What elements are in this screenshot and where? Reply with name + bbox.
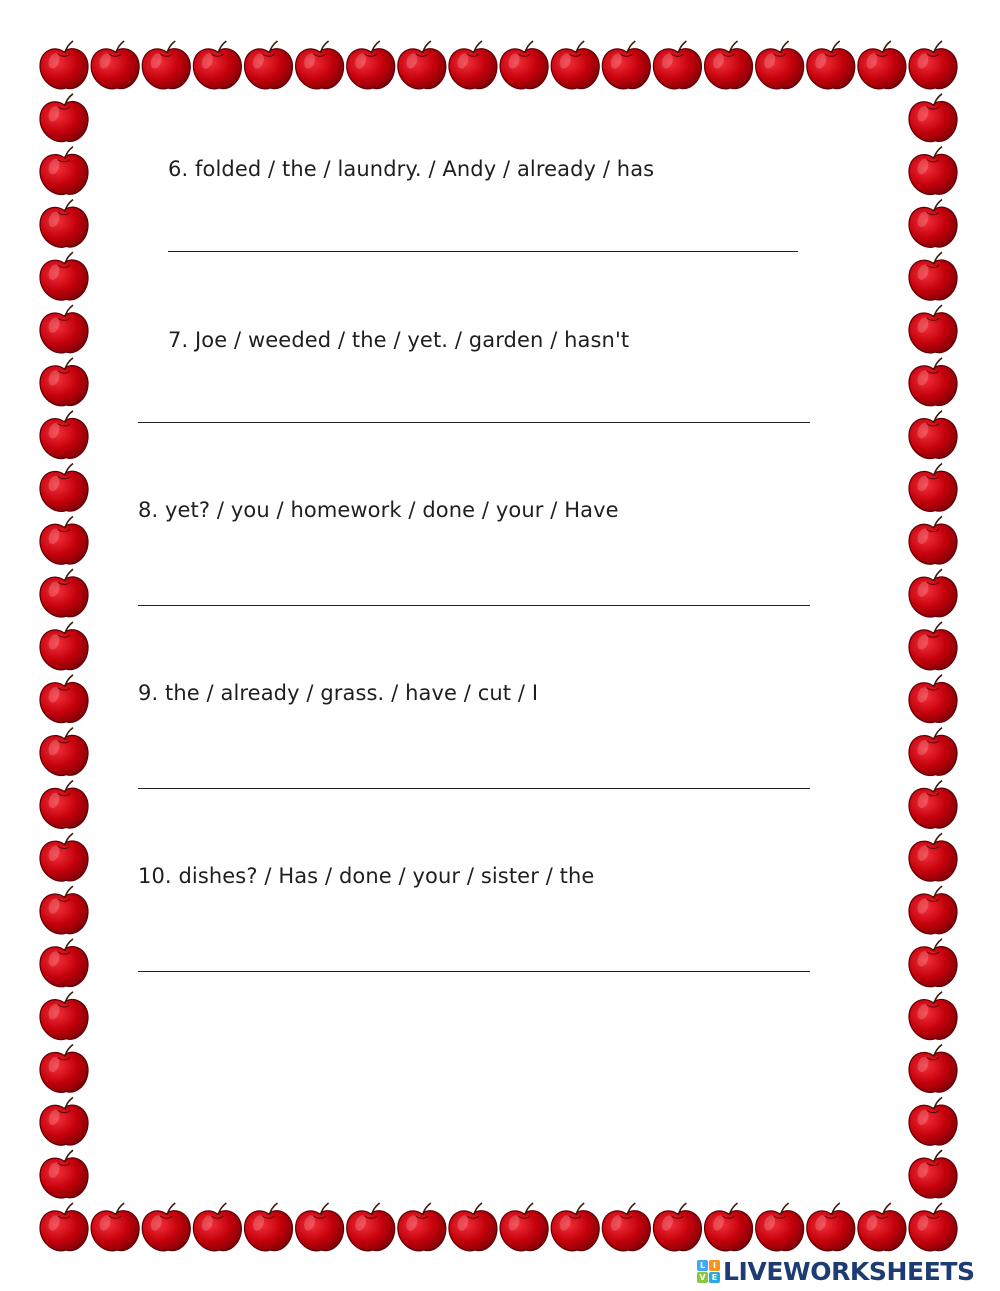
- apple-icon: [909, 728, 957, 776]
- apple-icon: [909, 939, 957, 987]
- apple-icon: [40, 1045, 88, 1093]
- apple-icon: [40, 94, 88, 142]
- logo-mark-letter: I: [709, 1260, 720, 1271]
- apple-icon: [909, 147, 957, 195]
- apple-icon: [40, 622, 88, 670]
- apple-icon: [296, 41, 344, 89]
- apple-icon: [40, 411, 88, 459]
- apple-icon: [40, 1150, 88, 1198]
- liveworksheets-logo[interactable]: [697, 1254, 975, 1288]
- apple-icon: [449, 1203, 497, 1251]
- apple-icon: [909, 252, 957, 300]
- answer-input-8[interactable]: [138, 569, 810, 603]
- answer-line-10: [138, 971, 810, 972]
- apple-icon: [244, 1203, 292, 1251]
- logo-mark-letter: V: [697, 1272, 708, 1283]
- apple-icon: [909, 1045, 957, 1093]
- apple-icon: [296, 1203, 344, 1251]
- answer-input-10[interactable]: [138, 935, 810, 969]
- apple-icon: [551, 41, 599, 89]
- answer-input-9[interactable]: [138, 752, 810, 786]
- apple-icon: [858, 1203, 906, 1251]
- prompt-item-9: 9. the / already / grass. / have / cut / I: [138, 681, 539, 705]
- apple-icon: [602, 1203, 650, 1251]
- apple-icon: [91, 41, 139, 89]
- apple-icon: [500, 1203, 548, 1251]
- apple-icon: [602, 41, 650, 89]
- apple-icon: [909, 780, 957, 828]
- apple-icon: [40, 358, 88, 406]
- apple-icon: [347, 41, 395, 89]
- answer-line-8: [138, 605, 810, 606]
- apple-icon: [653, 1203, 701, 1251]
- apple-icon: [40, 41, 88, 89]
- apple-icon: [909, 464, 957, 512]
- apple-icon: [40, 886, 88, 934]
- apple-icon: [909, 1097, 957, 1145]
- apple-icon: [40, 252, 88, 300]
- apple-icon: [347, 1203, 395, 1251]
- answer-line-9: [138, 788, 810, 789]
- answer-line-7: [138, 422, 810, 423]
- apple-icon: [909, 675, 957, 723]
- apple-icon: [653, 41, 701, 89]
- logo-mark-letter: L: [697, 1260, 708, 1271]
- apple-icon: [40, 992, 88, 1040]
- apple-icon: [909, 411, 957, 459]
- prompt-item-10: 10. dishes? / Has / done / your / sister / the: [138, 864, 595, 888]
- answer-line-6: [168, 251, 798, 252]
- prompt-item-7: 7. Joe / weeded / the / yet. / garden / hasn't: [168, 328, 630, 352]
- apple-icon: [705, 41, 753, 89]
- apple-icon: [551, 1203, 599, 1251]
- apple-icon: [40, 728, 88, 776]
- apple-icon: [858, 41, 906, 89]
- apple-icon: [909, 305, 957, 353]
- apple-icon: [398, 1203, 446, 1251]
- apple-icon: [40, 675, 88, 723]
- apple-icon: [40, 147, 88, 195]
- apple-icon: [142, 1203, 190, 1251]
- apple-icon: [40, 516, 88, 564]
- apple-icon: [909, 516, 957, 564]
- apple-icon: [909, 622, 957, 670]
- apple-icon: [40, 1203, 88, 1251]
- apple-icon: [909, 41, 957, 89]
- apple-icon: [909, 358, 957, 406]
- answer-input-6[interactable]: [168, 215, 798, 249]
- apple-icon: [756, 1203, 804, 1251]
- apple-icon: [40, 939, 88, 987]
- apple-icon: [40, 833, 88, 881]
- prompt-item-8: 8. yet? / you / homework / done / your / Have: [138, 498, 619, 522]
- prompt-item-6: 6. folded / the / laundry. / Andy / already / has: [168, 157, 655, 181]
- apple-icon: [500, 41, 548, 89]
- apple-icon: [909, 569, 957, 617]
- apple-icon: [398, 41, 446, 89]
- apple-icon: [40, 199, 88, 247]
- apple-icon: [909, 1203, 957, 1251]
- apple-icon: [193, 41, 241, 89]
- logo-text: LIVEWORKSHEETS: [723, 1256, 975, 1286]
- apple-icon: [40, 464, 88, 512]
- apple-icon: [40, 305, 88, 353]
- apple-icon: [705, 1203, 753, 1251]
- apple-icon: [909, 1150, 957, 1198]
- apple-icon: [909, 199, 957, 247]
- apple-icon: [40, 569, 88, 617]
- apple-icon: [244, 41, 292, 89]
- apple-icon: [91, 1203, 139, 1251]
- apple-icon: [909, 833, 957, 881]
- logo-mark-icon: [697, 1260, 720, 1283]
- apple-icon: [807, 41, 855, 89]
- logo-mark-letter: E: [709, 1272, 720, 1283]
- apple-icon: [909, 886, 957, 934]
- answer-input-7[interactable]: [138, 386, 810, 420]
- apple-icon: [807, 1203, 855, 1251]
- apple-icon: [449, 41, 497, 89]
- apple-icon: [40, 780, 88, 828]
- apple-icon: [909, 992, 957, 1040]
- apple-icon: [909, 94, 957, 142]
- apple-icon: [40, 1097, 88, 1145]
- apple-icon: [142, 41, 190, 89]
- apple-icon: [756, 41, 804, 89]
- apple-icon: [193, 1203, 241, 1251]
